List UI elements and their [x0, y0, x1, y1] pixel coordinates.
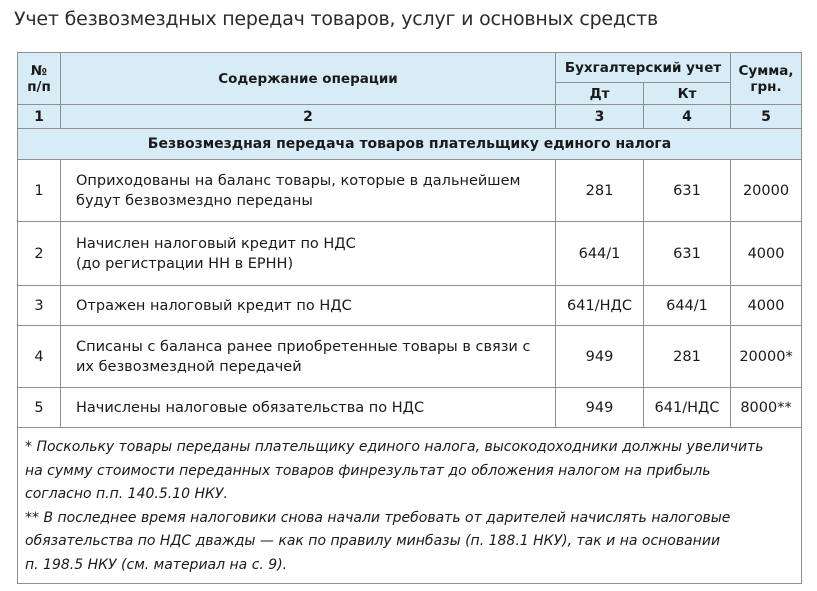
row-num: 4	[18, 326, 61, 388]
row-sum: 8000**	[731, 388, 802, 428]
row-operation-line: Списаны с баланса ранее приобретенные товары в связи с	[76, 338, 531, 355]
row-credit: 641/НДС	[644, 388, 731, 428]
row-credit: 631	[644, 222, 731, 286]
row-operation	[61, 326, 556, 388]
page-title: Учет безвозмездных передач товаров, услуг и основных средств	[14, 8, 658, 30]
footnote-line: ** В последнее время налоговики снова начали требовать от дарителей начислять налоговые	[25, 509, 731, 526]
row-operation-line: Оприходованы на баланс товары, которые в дальнейшем	[76, 172, 521, 189]
footnote-line: п. 198.5 НКУ (см. материал на с. 9).	[25, 556, 288, 573]
header-sum-line1: Сумма,	[738, 62, 794, 79]
row-operation-line: будут безвозмездно переданы	[76, 192, 313, 209]
row-operation	[61, 222, 556, 286]
row-credit: 644/1	[644, 286, 731, 326]
header-content: Содержание операции	[61, 53, 556, 105]
header-num-line2: п/п	[27, 78, 51, 95]
row-operation-line: их безвозмездной передачей	[76, 358, 302, 375]
row-num: 2	[18, 222, 61, 286]
row-num: 3	[18, 286, 61, 326]
footnotes	[18, 428, 802, 584]
row-num: 5	[18, 388, 61, 428]
row-debit: 949	[556, 326, 644, 388]
column-number-1: 1	[18, 105, 61, 129]
header-sum	[731, 53, 802, 105]
header-num-line1: №	[30, 62, 48, 79]
row-operation-line: Отражен налоговый кредит по НДС	[76, 297, 352, 314]
footnote-line: обязательства по НДС дважды — как по правилу минбазы (п. 188.1 НКУ), так и на основании	[25, 533, 721, 549]
column-number-3: 3	[556, 105, 644, 129]
row-operation-line: Начислен налоговый кредит по НДС	[76, 235, 356, 252]
row-operation-line: (до регистрации НН в ЕРНН)	[76, 255, 294, 272]
row-debit: 641/НДС	[556, 286, 644, 326]
row-sum: 4000	[731, 222, 802, 286]
footnote-line: на сумму стоимости переданных товаров финрезультат до обложения налогом на прибыль	[25, 462, 711, 479]
header-sum-line2: грн.	[750, 78, 782, 95]
row-sum: 20000	[731, 160, 802, 222]
header-debit: Дт	[556, 83, 644, 105]
table-row	[18, 286, 802, 326]
section-title: Безвозмездная передача товаров плательщику единого налога	[18, 129, 802, 160]
column-number-4: 4	[644, 105, 731, 129]
row-credit: 281	[644, 326, 731, 388]
table-row	[18, 222, 802, 286]
row-debit: 281	[556, 160, 644, 222]
table-row	[18, 326, 802, 388]
column-number-2: 2	[61, 105, 556, 129]
row-operation	[61, 388, 556, 428]
row-debit: 949	[556, 388, 644, 428]
footnote-line: согласно п.п. 140.5.10 НКУ.	[25, 486, 228, 502]
row-num: 1	[18, 160, 61, 222]
header-accounting: Бухгалтерский учет	[556, 53, 731, 83]
row-sum: 20000*	[731, 326, 802, 388]
row-credit: 631	[644, 160, 731, 222]
accounting-table	[17, 52, 802, 584]
header-credit: Кт	[644, 83, 731, 105]
row-debit: 644/1	[556, 222, 644, 286]
row-operation	[61, 160, 556, 222]
table-row	[18, 160, 802, 222]
row-sum: 4000	[731, 286, 802, 326]
footnote-line: * Поскольку товары переданы плательщику единого налога, высокодоходники должны увеличить	[25, 439, 764, 455]
table-row	[18, 388, 802, 428]
row-operation	[61, 286, 556, 326]
header-num	[18, 53, 61, 105]
column-number-5: 5	[731, 105, 802, 129]
row-operation-line: Начислены налоговые обязательства по НДС	[76, 399, 425, 416]
